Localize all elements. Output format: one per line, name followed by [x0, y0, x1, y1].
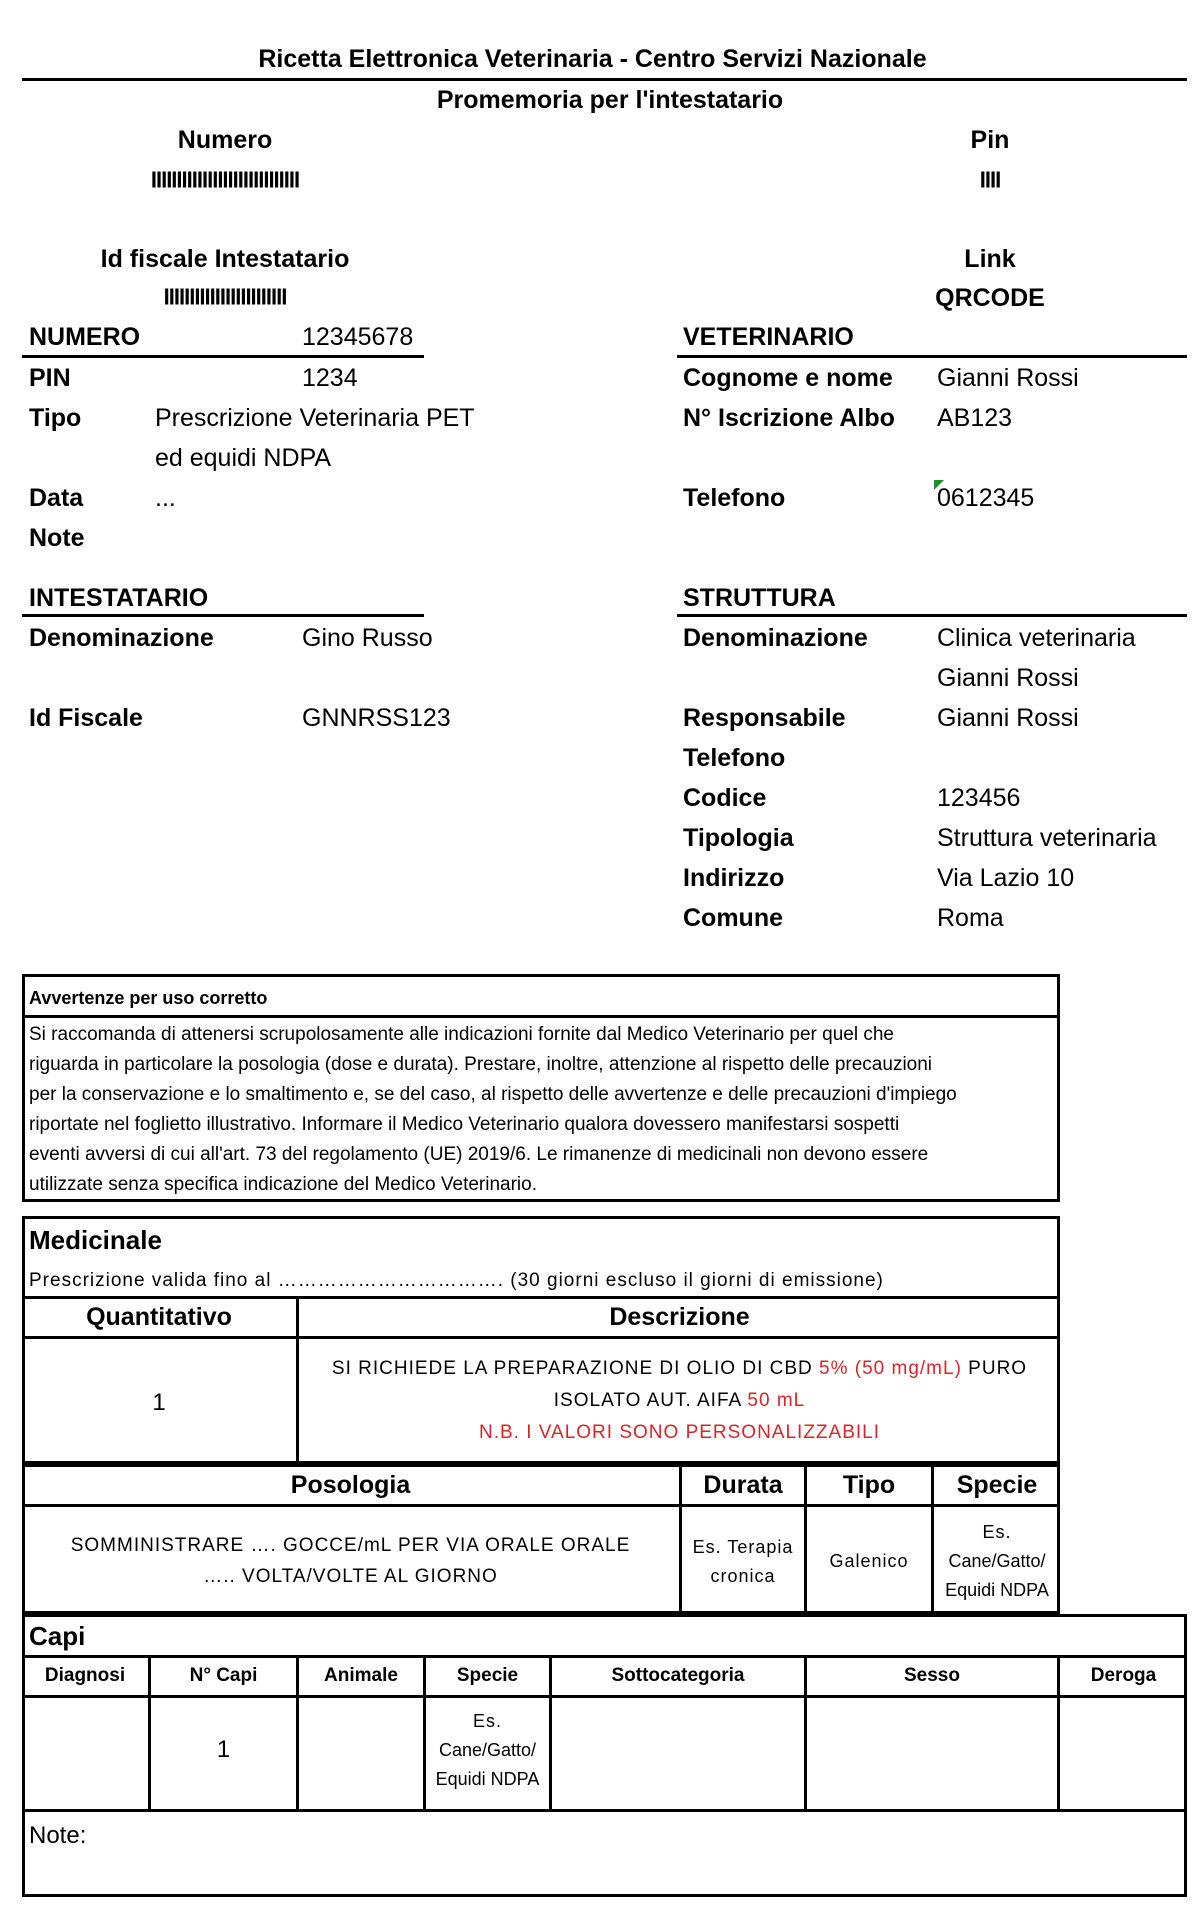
vet-telefono-label: Telefono [683, 484, 786, 512]
capi-header-sesso: Sesso [904, 1665, 960, 1686]
data-field-label: Data [29, 484, 84, 512]
data-field-value: ... [155, 484, 176, 512]
capi-title: Capi [29, 1621, 86, 1651]
avvertenze-title: Avvertenze per uso corretto [29, 988, 268, 1008]
str-tipologia-label: Tipologia [683, 824, 794, 852]
numero-rule [22, 355, 424, 358]
numero-barcode: IIIIIIIIIIIIIIIIIIIIIIIIIIIII [150, 166, 300, 193]
capi-bottom-rule [22, 1809, 1187, 1812]
desc-highlight: 5% (50 mg/mL) [819, 1358, 962, 1379]
pin-field-label: PIN [29, 364, 71, 392]
str-responsabile-label: Responsabile [683, 704, 846, 732]
pin-barcode: IIII [979, 166, 1001, 193]
vet-nome-value: Gianni Rossi [937, 364, 1079, 392]
capi-header-sottocategoria: Sottocategoria [611, 1665, 745, 1686]
int-idfiscale-value: GNNRSS123 [302, 704, 451, 732]
specie-line-3: Equidi NDPA [945, 1580, 1049, 1600]
specie-header: Specie [956, 1471, 1038, 1499]
str-denominazione-value-2: Gianni Rossi [937, 664, 1079, 692]
link-label: Link [964, 245, 1016, 273]
tipo-header: Tipo [842, 1471, 896, 1499]
descrizione-line-1 [299, 1358, 1060, 1380]
capi-specie-line-3: Equidi NDPA [435, 1769, 540, 1789]
veterinario-rule [677, 355, 1187, 358]
posologia-line-2: ….. VOLTA/VOLTE AL GIORNO [203, 1566, 498, 1587]
avvertenze-line: per la conservazione e lo smaltimento e, se del caso, al rispetto delle avvertenze e delle precauzioni d'impiego [29, 1084, 957, 1105]
str-comune-label: Comune [683, 904, 783, 932]
note-field-label: Note [29, 524, 85, 552]
str-indirizzo-value: Via Lazio 10 [937, 864, 1075, 892]
idfiscale-label: Id fiscale Intestatario [100, 245, 350, 273]
capi-header-deroga: Deroga [1090, 1665, 1157, 1686]
capi-specie-line-1: Es. [472, 1711, 502, 1731]
str-tipologia-value: Struttura veterinaria [937, 824, 1157, 852]
str-codice-label: Codice [683, 784, 767, 812]
struttura-rule [677, 614, 1187, 617]
title-rule [22, 78, 1187, 81]
capi-header-animale: Animale [324, 1665, 398, 1686]
str-telefono-label: Telefono [683, 744, 786, 772]
numero-field-label: NUMERO [29, 323, 141, 351]
descrizione-header: Descrizione [609, 1303, 750, 1331]
vet-telefono-value: 0612345 [937, 484, 1035, 512]
idfiscale-barcode: IIIIIIIIIIIIIIIIIIIIIIII [163, 283, 287, 310]
posologia-header-rule [22, 1504, 1060, 1507]
int-denominazione-value: Gino Russo [302, 624, 433, 652]
avvertenze-line: riguarda in particolare la posologia (dose e durata). Prestare, inoltre, attenzione al rispetto delle precauzioni [29, 1054, 933, 1075]
int-denominazione-label: Denominazione [29, 624, 214, 652]
struttura-section-title: STRUTTURA [683, 584, 836, 612]
durata-header: Durata [703, 1471, 783, 1499]
vet-nome-label: Cognome e nome [683, 364, 893, 392]
str-denominazione-label: Denominazione [683, 624, 868, 652]
pin-label: Pin [970, 126, 1010, 154]
int-idfiscale-label: Id Fiscale [29, 704, 143, 732]
quantitativo-header: Quantitativo [86, 1303, 232, 1331]
str-denominazione-value-1: Clinica veterinaria [937, 624, 1136, 652]
posologia-header: Posologia [290, 1471, 411, 1499]
tipo-field-value-1: Prescrizione Veterinaria PET [155, 404, 475, 432]
specie-line-1: Es. [982, 1522, 1012, 1542]
qrcode-label: QRCODE [935, 284, 1045, 312]
specie-line-2: Cane/Gatto/ [948, 1551, 1046, 1571]
avvertenze-line: utilizzate senza specifica indicazione del Medico Veterinario. [29, 1174, 537, 1195]
medicinale-rule-1 [22, 1296, 1060, 1299]
document-subtitle: Promemoria per l'intestatario [436, 86, 784, 114]
str-responsabile-value: Gianni Rossi [937, 704, 1079, 732]
medicinale-validity: Prescrizione valida fino al ……………………………. (30 giorni escluso il giorni di emissione) [29, 1270, 884, 1291]
desc-text: SI RICHIEDE LA PREPARAZIONE DI OLIO DI CBD [331, 1358, 820, 1379]
document-title: Ricetta Elettronica Veterinaria - Centro Servizi Nazionale [258, 45, 927, 73]
intestatario-rule [22, 614, 424, 617]
vet-albo-label: N° Iscrizione Albo [683, 404, 895, 432]
str-indirizzo-label: Indirizzo [683, 864, 785, 892]
capi-ncapi-value: 1 [216, 1736, 231, 1763]
str-codice-value: 123456 [937, 784, 1021, 812]
tipo-value: Galenico [829, 1551, 909, 1571]
descrizione-line-3: N.B. I VALORI SONO PERSONALIZZABILI [478, 1422, 881, 1443]
medicinale-title: Medicinale [29, 1225, 162, 1255]
desc-text: PURO [961, 1358, 1028, 1379]
posologia-line-1: SOMMINISTRARE …. GOCCE/mL PER VIA ORALE ORALE [70, 1535, 631, 1556]
avvertenze-line: Si raccomanda di attenersi scrupolosamente alle indicazioni fornite dal Medico Veterinario per quel che [29, 1024, 894, 1045]
capi-note-label: Note: [29, 1822, 87, 1849]
capi-header-rule [22, 1695, 1187, 1698]
str-comune-value: Roma [937, 904, 1004, 932]
avvertenze-title-rule [22, 1015, 1060, 1018]
capi-header-ncapi: N° Capi [189, 1665, 258, 1686]
tipo-field-label: Tipo [29, 404, 82, 432]
capi-specie-line-2: Cane/Gatto/ [438, 1740, 537, 1760]
vet-albo-value: AB123 [937, 404, 1013, 432]
medicinale-rule-2 [22, 1336, 1060, 1339]
desc-highlight: 50 mL [747, 1390, 806, 1411]
capi-header-diagnosi: Diagnosi [44, 1665, 126, 1686]
durata-line-1: Es. Terapia [692, 1537, 794, 1557]
capi-title-rule [22, 1655, 1187, 1658]
capi-header-specie: Specie [456, 1665, 519, 1686]
intestatario-section-title: INTESTATARIO [29, 584, 209, 612]
descrizione-line-2 [299, 1390, 1060, 1412]
durata-line-2: cronica [710, 1566, 776, 1586]
avvertenze-line: eventi avversi di cui all'art. 73 del regolamento (UE) 2019/6. Le rimanenze di medicinali non devono essere [29, 1144, 929, 1165]
numero-field-value: 12345678 [302, 323, 414, 351]
quantitativo-value: 1 [152, 1389, 166, 1416]
numero-label: Numero [177, 126, 273, 154]
tipo-field-value-2: ed equidi NDPA [155, 444, 332, 472]
veterinario-section-title: VETERINARIO [683, 323, 854, 351]
pin-field-value: 1234 [302, 364, 358, 392]
desc-text: ISOLATO AUT. AIFA [553, 1390, 748, 1411]
avvertenze-line: riportate nel foglietto illustrativo. Informare il Medico Veterinario qualora dovessero manifestarsi sospetti [29, 1114, 900, 1135]
